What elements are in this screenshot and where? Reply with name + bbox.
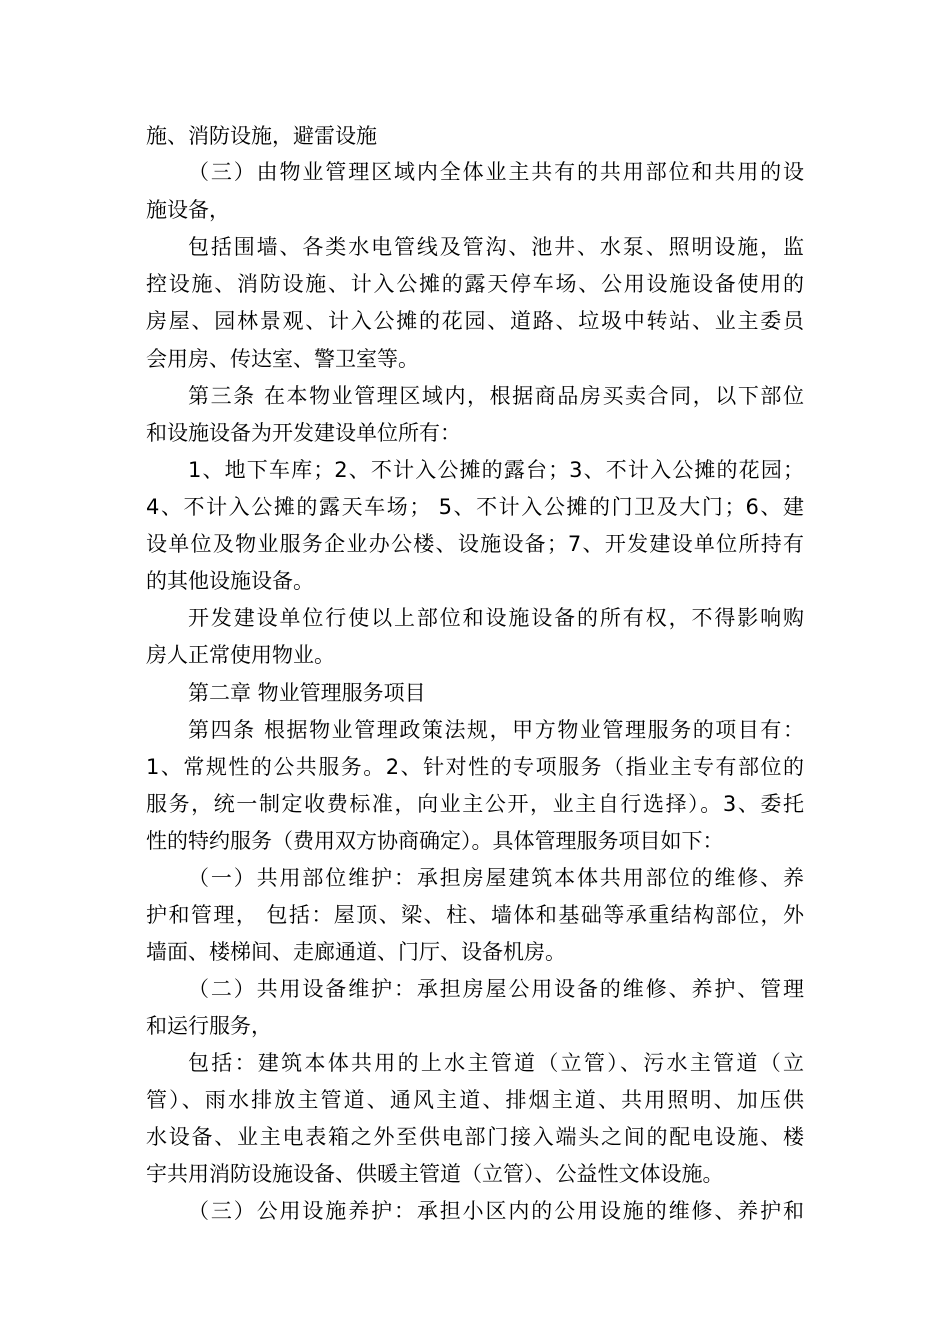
line-text: 第二章 物业管理服务项目 bbox=[188, 681, 426, 705]
text-line bbox=[0, 932, 950, 972]
text-line bbox=[0, 1006, 950, 1046]
line-text: 开发建设单位行使以上部位和设施设备的所有权，不得影响购 bbox=[188, 606, 804, 630]
line-text: （二）共用设备维护：承担房屋公用设备的维修、养护、管理 bbox=[188, 977, 804, 1001]
line-text: 设单位及物业服务企业办公楼、设施设备；7、开发建设单位所持有 bbox=[146, 532, 804, 556]
text-line bbox=[0, 747, 950, 787]
text-line bbox=[0, 598, 950, 638]
text-line bbox=[0, 264, 950, 304]
line-text: 服务，统一制定收费标准，向业主公开，业主自行选择）。3、委托 bbox=[146, 792, 804, 816]
line-text: 性的特约服务（费用双方协商确定）。具体管理服务项目如下： bbox=[146, 829, 724, 853]
line-text: 施设备， bbox=[146, 198, 230, 222]
line-text: （一）共用部位维护：承担房屋建筑本体共用部位的维修、养 bbox=[188, 866, 804, 890]
line-text: （三）公用设施养护：承担小区内的公用设施的维修、养护和 bbox=[188, 1199, 804, 1223]
line-text: 控设施、消防设施、计入公摊的露天停车场、公用设施设备使用的 bbox=[146, 272, 804, 296]
text-line bbox=[0, 487, 950, 527]
line-text: 施、消防设施，避雷设施 bbox=[146, 124, 377, 148]
line-text: 第四条 根据物业管理政策法规，甲方物业管理服务的项目有： bbox=[188, 718, 804, 742]
text-line bbox=[0, 821, 950, 861]
line-text: 墙面、楼梯间、走廊通道、门厅、设备机房。 bbox=[146, 940, 566, 964]
line-text: 4、不计入公摊的露天车场； 5、不计入公摊的门卫及大门；6、建 bbox=[146, 495, 804, 519]
text-line bbox=[0, 339, 950, 379]
text-line bbox=[0, 1043, 950, 1083]
text-line bbox=[0, 376, 950, 416]
text-line bbox=[0, 561, 950, 601]
text-line bbox=[0, 1080, 950, 1120]
text-line bbox=[0, 969, 950, 1009]
text-line bbox=[0, 895, 950, 935]
line-text: 的其他设施设备。 bbox=[146, 569, 314, 593]
chapter-heading bbox=[0, 673, 950, 713]
line-text: 1、常规性的公共服务。2、针对性的专项服务（指业主专有部位的 bbox=[146, 755, 804, 779]
line-text: 和运行服务， bbox=[146, 1014, 272, 1038]
line-text: 房屋、园林景观、计入公摊的花园、道路、垃圾中转站、业主委员 bbox=[146, 309, 804, 333]
line-text: 宇共用消防设施设备、供暖主管道（立管）、公益性文体设施。 bbox=[146, 1162, 724, 1186]
text-line bbox=[0, 413, 950, 453]
line-text: 和设施设备为开发建设单位所有： bbox=[146, 421, 461, 445]
text-line bbox=[0, 1117, 950, 1157]
text-line bbox=[0, 635, 950, 675]
text-line bbox=[0, 450, 950, 490]
text-line bbox=[0, 190, 950, 230]
line-text: （三）由物业管理区域内全体业主共有的共用部位和共用的设 bbox=[188, 160, 804, 184]
line-text: 会用房、传达室、警卫室等。 bbox=[146, 347, 419, 371]
line-text: 护和管理， 包括：屋顶、梁、柱、墙体和基础等承重结构部位，外 bbox=[146, 903, 804, 927]
text-line bbox=[0, 116, 950, 156]
line-text: 包括：建筑本体共用的上水主管道（立管）、污水主管道（立 bbox=[188, 1051, 804, 1075]
text-line bbox=[0, 1154, 950, 1194]
text-line bbox=[0, 227, 950, 267]
line-text: 水设备、业主电表箱之外至供电部门接入端头之间的配电设施、楼 bbox=[146, 1125, 804, 1149]
line-text: 第三条 在本物业管理区域内，根据商品房买卖合同，以下部位 bbox=[188, 384, 804, 408]
text-line bbox=[0, 152, 950, 192]
text-line bbox=[0, 301, 950, 341]
text-line bbox=[0, 1191, 950, 1231]
text-line bbox=[0, 710, 950, 750]
line-text: 1、地下车库；2、不计入公摊的露台；3、不计入公摊的花园； bbox=[188, 458, 804, 482]
line-text: 房人正常使用物业。 bbox=[146, 643, 335, 667]
text-line bbox=[0, 784, 950, 824]
line-text: 包括围墙、各类水电管线及管沟、池井、水泵、照明设施，监 bbox=[188, 235, 804, 259]
text-line bbox=[0, 858, 950, 898]
text-line bbox=[0, 524, 950, 564]
line-text: 管）、雨水排放主管道、通风主道、排烟主道、共用照明、加压供 bbox=[146, 1088, 804, 1112]
